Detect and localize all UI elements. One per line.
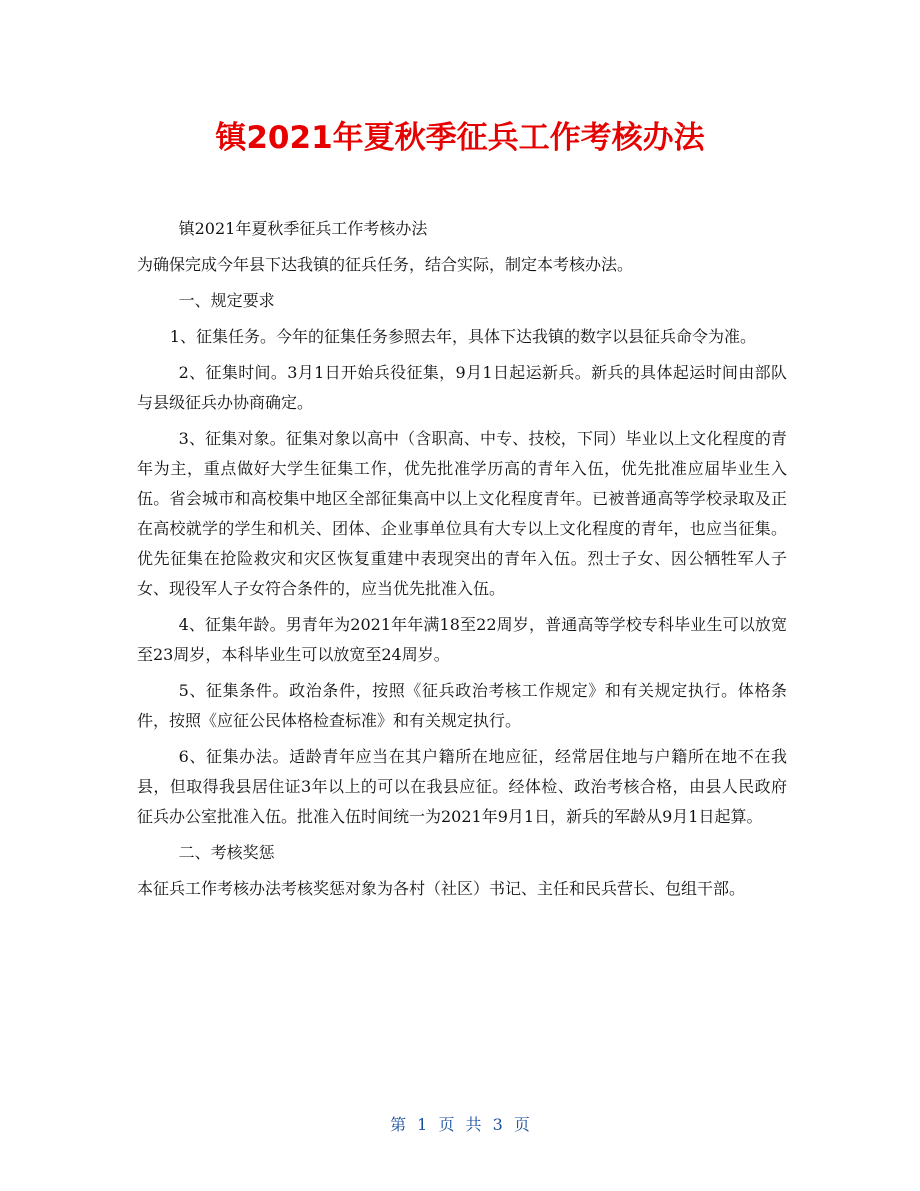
section-heading-rewards: 二、考核奖惩 bbox=[178, 843, 275, 862]
document-body bbox=[137, 214, 787, 910]
paragraph-item-6: 6、征集办法。适龄青年应当在其户籍所在地应征，经常居住地与户籍所在地不在我县，但取得我县居住证3年以上的可以在我县应征。经体检、政治考核合格，由县人民政府征兵办公室批准入伍。批准入伍时间统一为2021年9月1日，新兵的军龄从9月1日起算。 bbox=[137, 747, 787, 826]
page-footer: 第 1 页 共 3 页 bbox=[390, 1115, 530, 1134]
paragraph-item-4: 4、征集年龄。男青年为2021年年满18至22周岁，普通高等学校专科毕业生可以放宽至23周岁，本科毕业生可以放宽至24周岁。 bbox=[137, 615, 787, 664]
paragraph-rewards: 本征兵工作考核办法考核奖惩对象为各村（社区）书记、主任和民兵营长、包组干部。 bbox=[137, 879, 746, 898]
paragraph-intro: 为确保完成今年县下达我镇的征兵任务，结合实际，制定本考核办法。 bbox=[137, 255, 634, 274]
paragraph-item-5: 5、征集条件。政治条件，按照《征兵政治考核工作规定》和有关规定执行。体格条件，按照《应征公民体格检查标准》和有关规定执行。 bbox=[137, 681, 787, 730]
paragraph-item-3: 3、征集对象。征集对象以高中（含职高、中专、技校，下同）毕业以上文化程度的青年为主，重点做好大学生征集工作，优先批准学历高的青年入伍，优先批准应届毕业生入伍。省会城市和高校集中地区全部征集高中以上文化程度青年。已被普通高等学校录取及正在高校就学的学生和机关、团体、企业事单位具有大专以上文化程度的青年，也应当征集。优先征集在抢险救灾和灾区恢复重建中表现突出的青年入伍。烈士子女、因公牺牲军人子女、现役军人子女符合条件的，应当优先批准入伍。 bbox=[137, 429, 787, 598]
paragraph-item-1: 1、征集任务。今年的征集任务参照去年，具体下达我镇的数字以县征兵命令为准。 bbox=[169, 327, 756, 346]
paragraph-repeat-title: 镇2021年夏秋季征兵工作考核办法 bbox=[178, 219, 428, 238]
paragraph-item-2: 2、征集时间。3月1日开始兵役征集，9月1日起运新兵。新兵的具体起运时间由部队与县级征兵办协商确定。 bbox=[137, 363, 787, 412]
document-title: 镇2021年夏秋季征兵工作考核办法 bbox=[215, 120, 705, 156]
section-heading-requirements: 一、规定要求 bbox=[178, 291, 275, 310]
